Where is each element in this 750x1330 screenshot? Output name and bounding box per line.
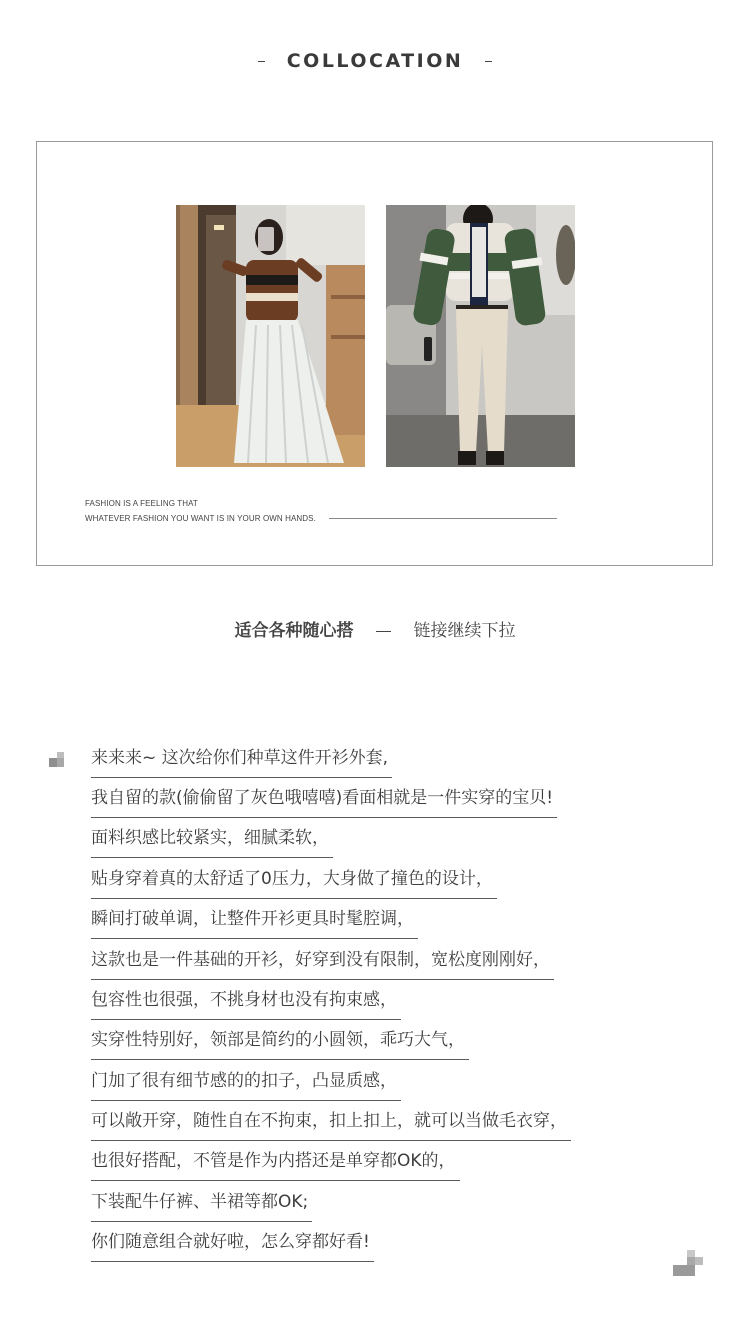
description-line: 实穿性特别好，领部是简约的小圆领，乖巧大气， [91, 1022, 469, 1059]
description-line: 也很好搭配，不管是作为内搭还是单穿都OK的， [91, 1143, 460, 1180]
header-dash-left [258, 61, 265, 62]
header-dash-right [485, 61, 492, 62]
subheading-separator [376, 631, 391, 632]
frame-caption-line-2: WHATEVER FASHION YOU WANT IS IN YOUR OWN HANDS. [85, 514, 316, 523]
description-line: 来来来~ 这次给你们种草这件开衫外套, [91, 740, 392, 777]
subheading [0, 616, 750, 641]
description-line: 面料织感比较紧实，细腻柔软， [91, 820, 333, 857]
description-line: 门加了很有细节感的的扣子，凸显质感， [91, 1063, 401, 1100]
section-header [0, 50, 750, 80]
caption-divider [329, 518, 557, 519]
section-title: COLLOCATION [286, 50, 464, 72]
description-line: 你们随意组合就好啦，怎么穿都好看! [91, 1224, 374, 1261]
subheading-right: 链接继续下拉 [413, 621, 516, 641]
description-line: 这款也是一件基础的开衫，好穿到没有限制，宽松度刚刚好， [91, 942, 554, 979]
description-line: 我自留的款(偷偷留了灰色哦嘻嘻)看面相就是一件实穿的宝贝! [91, 780, 557, 817]
description-line: 可以敞开穿，随性自在不拘束，扣上扣上，就可以当做毛衣穿， [91, 1103, 571, 1140]
outfit-photo-pants [386, 205, 575, 467]
description-line: 下装配牛仔裤、半裙等都OK; [91, 1184, 312, 1221]
frame-caption-line-1: FASHION IS A FEELING THAT [85, 499, 198, 508]
pixel-decoration-icon [49, 752, 65, 768]
outfit-photo-skirt [176, 205, 365, 467]
collocation-frame [36, 141, 713, 566]
subheading-left: 适合各种随心搭 [234, 621, 354, 641]
description-line: 包容性也很强，不挑身材也没有拘束感， [91, 982, 401, 1019]
description-line: 瞬间打破单调，让整件开衫更具时髦腔调， [91, 901, 418, 938]
pixel-decoration-icon-bottom [673, 1250, 703, 1278]
description-line: 贴身穿着真的太舒适了0压力，大身做了撞色的设计， [91, 861, 497, 898]
